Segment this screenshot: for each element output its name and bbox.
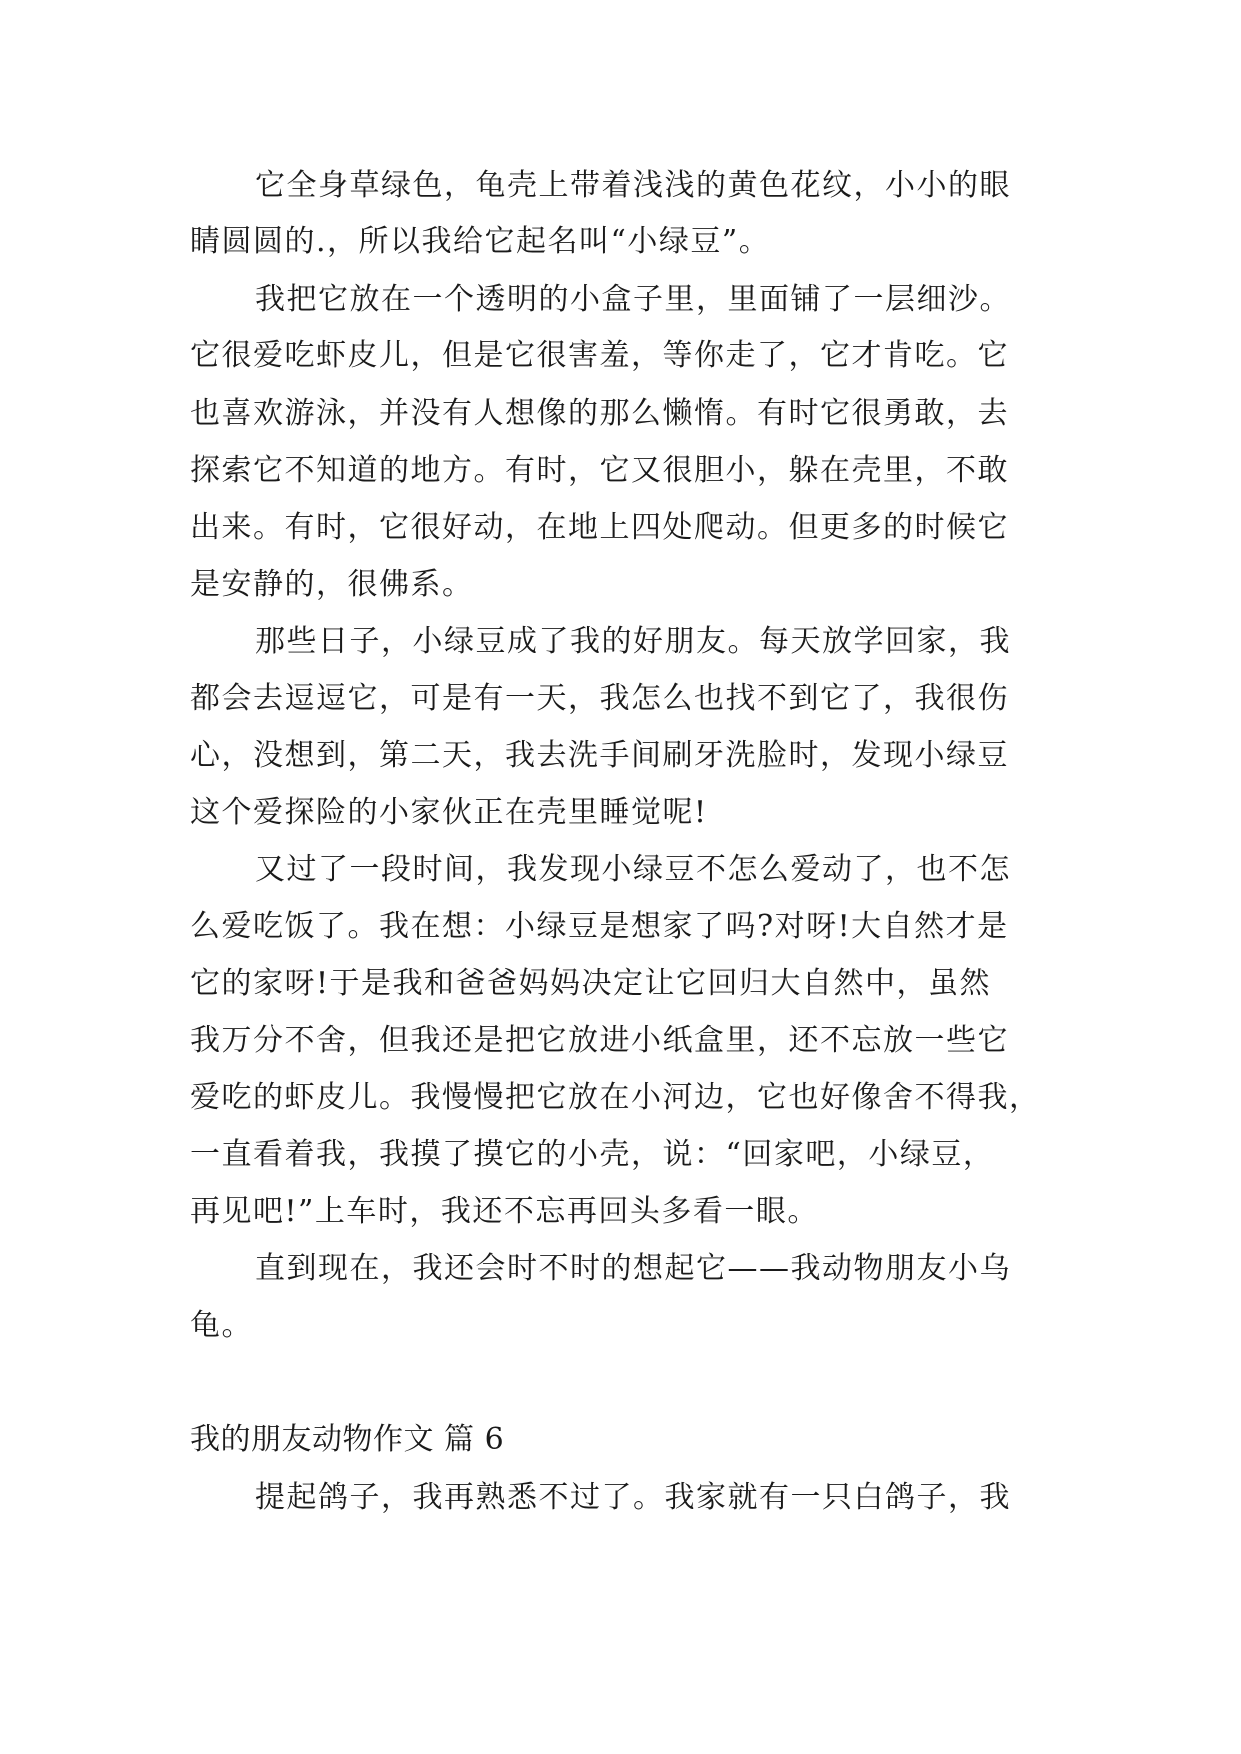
paragraph-line: 它的家呀!于是我和爸爸妈妈决定让它回归大自然中，虽然	[190, 966, 992, 1001]
paragraph-line: 是安静的，很佛系。	[190, 567, 474, 602]
paragraph-line: 睛圆圆的.，所以我给它起名叫“小绿豆”。	[190, 224, 771, 259]
paragraph-line: 它全身草绿色，龟壳上带着浅浅的黄色花纹，小小的眼	[255, 168, 1011, 203]
paragraph-line: 提起鸽子，我再熟悉不过了。我家就有一只白鸽子，我	[255, 1480, 1011, 1515]
paragraph-line: 它很爱吃虾皮儿，但是它很害羞，等你走了，它才肯吃。它	[190, 338, 1009, 373]
paragraph-line: 直到现在，我还会时不时的想起它——我动物朋友小乌	[255, 1251, 1011, 1286]
section-heading: 我的朋友动物作文 篇 6	[190, 1422, 505, 1457]
paragraph-line: 我万分不舍，但我还是把它放进小纸盒里，还不忘放一些它	[190, 1023, 1009, 1058]
paragraph-line: 出来。有时，它很好动，在地上四处爬动。但更多的时候它	[190, 510, 1009, 545]
paragraph-line: 探索它不知道的地方。有时，它又很胆小，躲在壳里，不敢	[190, 453, 1009, 488]
paragraph-line: 这个爱探险的小家伙正在壳里睡觉呢!	[190, 795, 708, 830]
paragraph-line: 又过了一段时间，我发现小绿豆不怎么爱动了，也不怎	[255, 852, 1011, 887]
paragraph-line: 也喜欢游泳，并没有人想像的那么懒惰。有时它很勇敢，去	[190, 396, 1009, 431]
paragraph-line: 那些日子，小绿豆成了我的好朋友。每天放学回家，我	[255, 624, 1011, 659]
paragraph-line: 龟。	[190, 1308, 253, 1343]
paragraph-line: 我把它放在一个透明的小盒子里，里面铺了一层细沙。	[255, 282, 1011, 317]
paragraph-line: 都会去逗逗它，可是有一天，我怎么也找不到它了，我很伤	[190, 681, 1009, 716]
paragraph-line: 再见吧!”上车时，我还不忘再回头多看一眼。	[190, 1194, 819, 1229]
paragraph-line: 心，没想到，第二天，我去洗手间刷牙洗脸时，发现小绿豆	[190, 738, 1009, 773]
paragraph-line: 么爱吃饭了。我在想：小绿豆是想家了吗?对呀!大自然才是	[190, 909, 1009, 944]
paragraph-line: 一直看着我，我摸了摸它的小壳，说：“回家吧，小绿豆，	[190, 1137, 995, 1172]
paragraph-line: 爱吃的虾皮儿。我慢慢把它放在小河边，它也好像舍不得我，	[190, 1080, 1041, 1115]
